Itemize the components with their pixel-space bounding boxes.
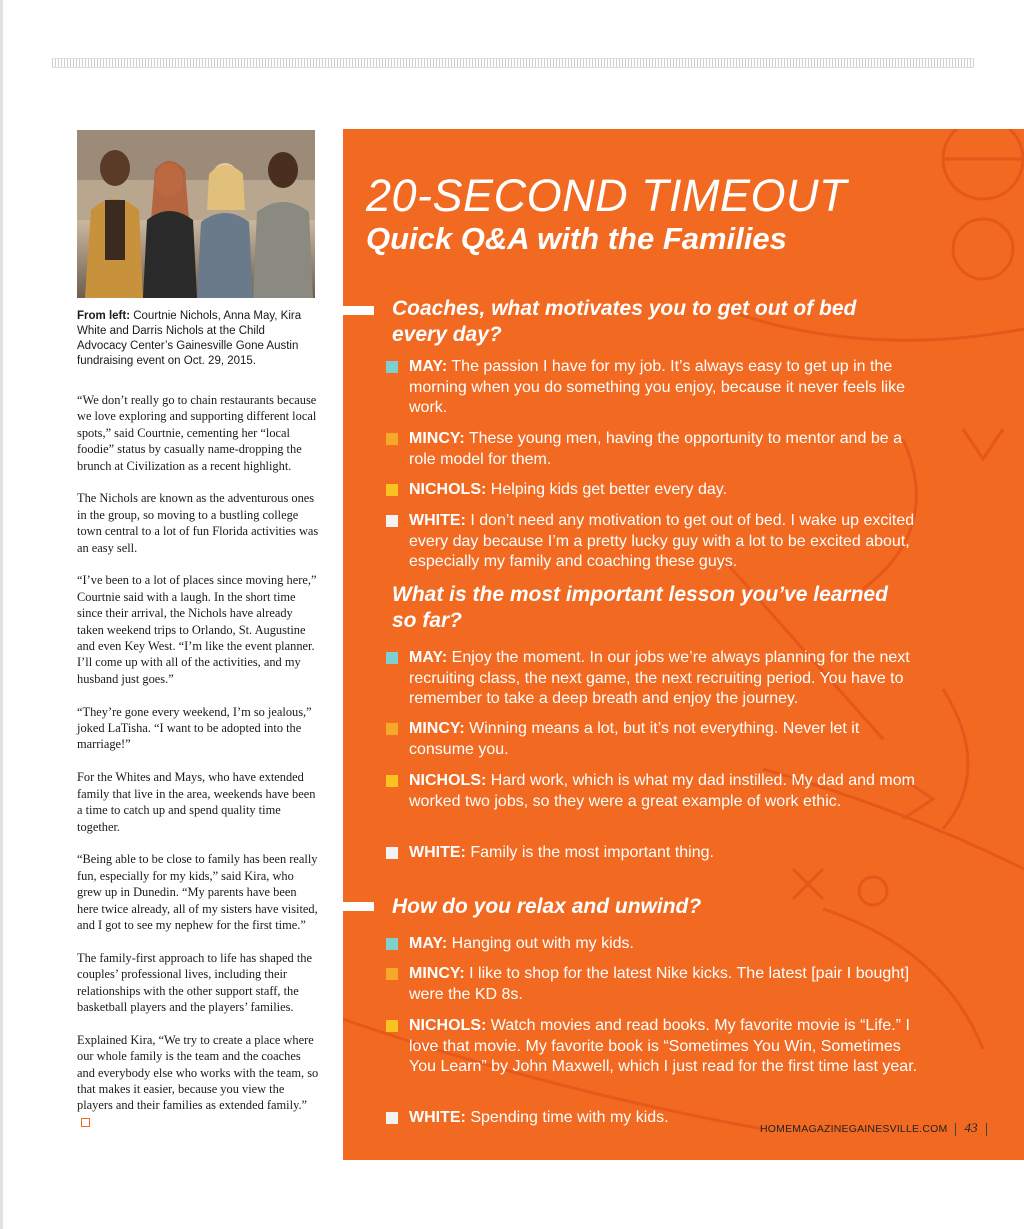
article-paragraph: For the Whites and Mays, who have extended family that live in the area, weekends have been a time to catch up and spend quality time together.: [77, 770, 316, 834]
footer-divider: [986, 1123, 987, 1136]
answer-name: WHITE:: [409, 1109, 466, 1126]
question-2: What is the most important lesson you’ve learned so far?: [392, 583, 888, 632]
answer-text: I don’t need any motivation to get out of bed. I wake up excited every day because I’m a pretty lucky guy with a lot to be excited about, especially my family and coaching these guys.: [409, 512, 915, 570]
question-1: Coaches, what motivates you to get out of bed every day?: [392, 297, 857, 346]
answer-text: Spending time with my kids.: [465, 1109, 669, 1126]
qa-sidebar: [343, 129, 1024, 1160]
bullet-mincy: [386, 723, 398, 735]
answer-name: WHITE:: [409, 844, 466, 861]
answer-mincy: [409, 964, 919, 1005]
article-paragraph: “Being able to be close to family has been really fun, especially for my kids,” said Kira, who grew up in Dunedin. “My parents have been here twice already, all of my sisters have visited, and I got to see my nephew for the first time.”: [77, 852, 318, 932]
answer-text: Hard work, which is what my dad instilled. My dad and mom worked two jobs, so they were a great example of work ethic.: [409, 772, 915, 810]
bullet-may: [386, 938, 398, 950]
bullet-white: [386, 1112, 398, 1124]
article-paragraph: “We don’t really go to chain restaurants because we love exploring and supporting different local spots,” said Courtnie, cementing her “local foodie” status by casually name-dropping the brunch at Civilization as a recent highlight.: [77, 393, 317, 473]
family-photo: [77, 130, 315, 298]
answer-name: NICHOLS:: [409, 481, 487, 498]
caption-lead: From left:: [77, 310, 131, 322]
page-edge: [0, 0, 3, 1229]
question-3: How do you relax and unwind?: [392, 895, 702, 918]
answer-text: Enjoy the moment. In our jobs we’re always planning for the next recruiting class, the next game, the next recruiting period. You have to remember to take a deep breath and enjoy the journey.: [409, 649, 910, 707]
answer-text: The passion I have for my job. It’s always easy to get up in the morning when you do something you enjoy, because it never feels like work.: [409, 358, 905, 416]
article-paragraph-last: [77, 1032, 319, 1130]
answer-name: MAY:: [409, 935, 448, 952]
answer-text: Winning means a lot, but it’s not everything. Never let it consume you.: [409, 720, 860, 758]
question-bar: [340, 902, 374, 911]
bullet-nichols: [386, 484, 398, 496]
top-rule: [52, 58, 974, 68]
page-footer: [760, 1120, 995, 1136]
answer-name: NICHOLS:: [409, 1017, 487, 1034]
bullet-may: [386, 361, 398, 373]
bullet-mincy: [386, 433, 398, 445]
caption-text: Courtnie Nichols, Anna May, Kira White and Darris Nichols at the Child Advocacy Center’s Gainesville Gone Austin fundraising event on Oct. 29, 2015.: [77, 310, 302, 367]
playbook-decoration: [343, 129, 1024, 1160]
answer-name: MINCY:: [409, 720, 465, 737]
question-bar: [340, 306, 374, 315]
bullet-nichols: [386, 775, 398, 787]
answer-may: [409, 934, 919, 955]
sidebar-subtitle: Quick Q&A with the Families: [366, 221, 787, 256]
article-paragraph: “They’re gone every weekend, I’m so jealous,” joked LaTisha. “I want to be adopted into the marriage!”: [77, 704, 312, 752]
article-paragraph-text: Explained Kira, “We try to create a place where our whole family is the team and the coaches and everybody else who works with the team, so that makes it easier, because you view the players and their families as extended family.”: [77, 1032, 319, 1113]
answer-mincy: [409, 719, 919, 760]
bullet-white: [386, 515, 398, 527]
answer-name: MAY:: [409, 649, 448, 666]
article-body: [77, 392, 319, 1147]
answer-nichols: [409, 771, 919, 812]
answer-name: MAY:: [409, 358, 448, 375]
answer-nichols: [409, 1016, 919, 1078]
answer-white: [409, 511, 919, 573]
answer-text: Watch movies and read books. My favorite movie is “Life.” I love that movie. My favorite book is “Sometimes You Win, Sometimes You Learn” by John Maxwell, which I just read for the first time last year.: [409, 1017, 918, 1075]
article-paragraph: “I’ve been to a lot of places since moving here,” Courtnie said with a laugh. In the short time since their arrival, the Nichols have already taken weekend trips to Orlando, St. Augustine and even Key West. “I’m like the event planner. I’ll come up with all of the activities, and my husband just goes.”: [77, 573, 317, 686]
article-paragraph: The family-first approach to life has shaped the couples’ professional lives, including their relationships with the other support staff, the basketball players and the players’ families.: [77, 950, 312, 1014]
article-paragraph: The Nichols are known as the adventurous ones in the group, so moving to a bustling college town central to a lot of fun Florida activities was an easy sell.: [77, 491, 319, 555]
answer-text: Helping kids get better every day.: [486, 481, 728, 498]
bullet-nichols: [386, 1020, 398, 1032]
bullet-may: [386, 652, 398, 664]
photo-illustration: [77, 130, 315, 298]
answer-mincy: [409, 429, 919, 470]
answer-name: MINCY:: [409, 430, 465, 447]
answer-may: [409, 648, 919, 710]
answer-text: Family is the most important thing.: [465, 844, 714, 861]
end-mark-icon: [81, 1118, 90, 1127]
bullet-white: [386, 847, 398, 859]
footer-site: HOMEMAGAZINEGAINESVILLE.COM: [760, 1123, 948, 1135]
answer-text: These young men, having the opportunity to mentor and be a role model for them.: [409, 430, 903, 468]
answer-nichols: [409, 480, 919, 501]
answer-name: MINCY:: [409, 965, 465, 982]
answer-may: [409, 357, 919, 419]
page-number: 43: [964, 1120, 978, 1135]
photo-caption: [77, 309, 317, 369]
answer-text: I like to shop for the latest Nike kicks. The latest [pair I bought] were the KD 8s.: [409, 965, 910, 1003]
answer-name: WHITE:: [409, 512, 466, 529]
sidebar-title: 20-SECOND TIMEOUT: [366, 170, 848, 221]
bullet-mincy: [386, 968, 398, 980]
footer-divider: [955, 1123, 956, 1136]
answer-white: [409, 843, 919, 864]
answer-text: Hanging out with my kids.: [447, 935, 634, 952]
answer-name: NICHOLS:: [409, 772, 487, 789]
